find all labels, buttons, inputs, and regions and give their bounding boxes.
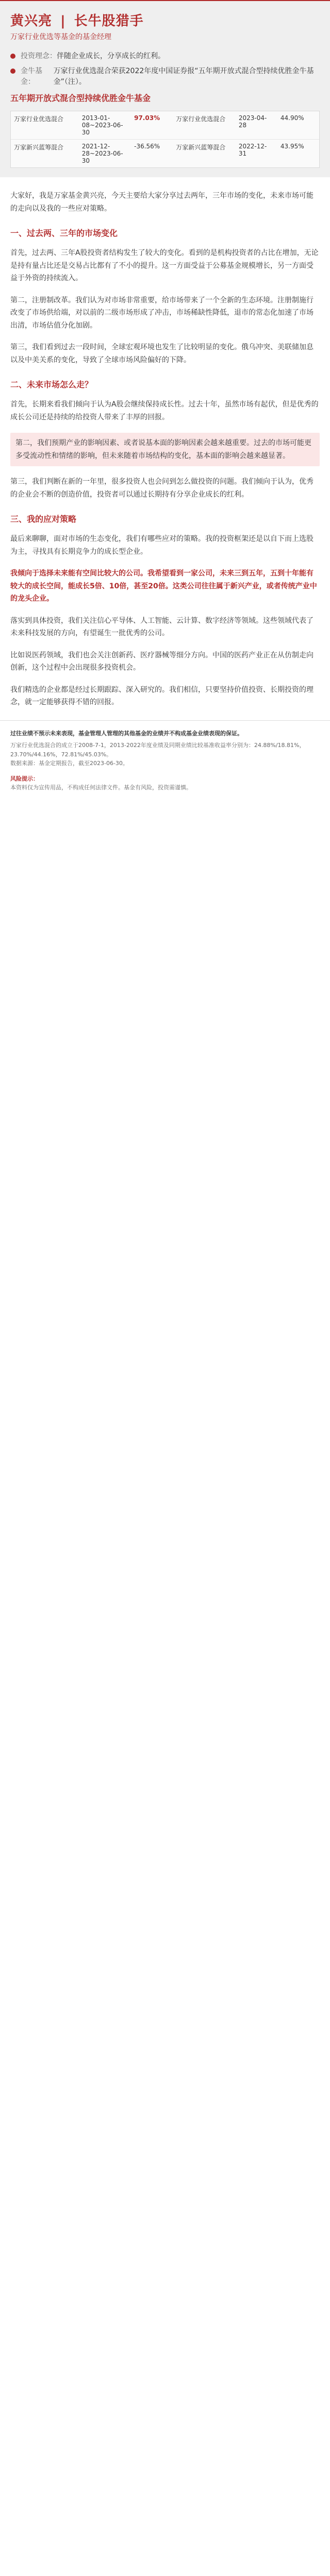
paragraph: 第三，我们判断在新的一年里，很多投资人也会问到怎么做投资的问题。我们倾向于认为，优秀的企业会不断的创造价值，投资者可以通过长期持有分享企业成长的红利。 <box>10 478 314 499</box>
title-separator: | <box>60 13 66 29</box>
manager-subtitle: 长牛股猎手 <box>74 13 144 29</box>
table-cell: 2013-01-08~2023-06-30 <box>81 114 123 136</box>
disclaimer-footer <box>0 720 330 803</box>
bullet-icon <box>10 54 15 59</box>
performance-table <box>10 111 320 168</box>
table-cell: 43.95% <box>280 143 304 150</box>
fund-award <box>10 66 320 88</box>
table-cell: -36.56% <box>134 143 160 150</box>
info-label: 金牛基金： <box>21 67 42 86</box>
award-highlight <box>10 92 320 104</box>
award-highlight-text: 五年期开放式混合型持续优胜金牛基金 <box>10 93 151 103</box>
table-cell: 97.03% <box>134 114 160 122</box>
table-cell: 44.90% <box>280 114 304 122</box>
highlight-paragraph: 第二，我们预期产业的影响因素、或者说基本面的影响因素会越来越重要。过去的市场可能更多受流动性和情绪的影响，但未来随着市场结构的变化，基本面的影响会越来越显著。 <box>10 433 320 466</box>
disclaimer-line: 万家行业优选混合的成立于2008-7-1，2013-2022年度业绩及同期业绩比较基准收益率分别为：24.88%/18.81%，23.70%/44.16%，72.81%/45.03%。 <box>10 742 305 758</box>
section-title: 一、过去两、三年的市场变化 <box>10 228 118 238</box>
investment-philosophy <box>10 51 320 62</box>
paragraph: 比如说医药领域，我们也会关注创新药、医疗器械等细分方向。中国的医药产业正在从仿制走向创新，这个过程中会出现很多投资机会。 <box>10 651 314 672</box>
table-cell: 万家行业优选混合 <box>176 115 226 123</box>
table-row <box>11 139 319 167</box>
info-label: 投资理念： <box>21 52 57 60</box>
manager-tagline: 万家行业优选等基金的基金经理 <box>10 33 111 41</box>
risk-text: 本资料仅为宣传用品，不构成任何法律文件。基金有风险，投资需谨慎。 <box>10 784 192 791</box>
paragraph: 首先，长期来看我们倾向于认为A股会继续保持成长性。过去十年，虽然市场有起伏，但是优秀的成长公司还是持续的给投资人带来了丰厚的回报。 <box>10 400 319 421</box>
risk-title: 风险提示： <box>10 775 39 782</box>
article-content <box>0 177 330 709</box>
table-cell: 万家新兴蓝筹混合 <box>176 144 226 151</box>
award-text: 万家行业优选混合荣获2022年度中国证券报“五年期开放式混合型持续优胜金牛基金”（注）。 <box>53 67 314 86</box>
manager-title <box>10 10 320 29</box>
section-title: 三、我的应对策略 <box>10 514 77 524</box>
manager-header <box>0 0 330 177</box>
manager-name: 黄兴亮 <box>10 13 53 29</box>
table-cell: 2022-12-31 <box>238 143 267 157</box>
table-cell: 2021-12-28~2023-06-30 <box>81 143 123 164</box>
info-value: 伴随企业成长，分享成长的红利。 <box>57 52 165 60</box>
paragraph: 第二，注册制改革。我们认为对市场非常重要，给市场带来了一个全新的生态环境。注册制施行改变了市场供给端，对以前的二级市场形成了冲击，市场稀缺性降低，退市的常态化加速了市场出清，市场估值分化加剧。 <box>10 296 314 330</box>
table-cell: 万家行业优选混合 <box>14 115 64 123</box>
paragraph: 落实到具体投资，我们关注信心平导体、人工智能、云计算、数字经济等领域。这些领域代表了未来科技发展的方向，有望诞生一批优秀的公司。 <box>10 616 314 637</box>
paragraph: 第三，我们看到过去一段时间，全球宏观环境也发生了比较明显的变化。俄乌冲突、美联储加息以及中美关系的变化，导致了全球市场风险偏好的下降。 <box>10 343 314 364</box>
table-row <box>11 111 319 139</box>
section-title: 二、未来市场怎么走？ <box>10 380 93 389</box>
highlight-paragraph: 我倾向于选择未来能有空间比较大的公司。我希望看到一家公司，未来三到五年，五到十年能有较大的成长空间，能成长5倍、10倍，甚至20倍。这类公司往往属于新兴产业，或者传统产业中的龙头企业。 <box>10 569 317 603</box>
paragraph: 大家好，我是万家基金黄兴亮，今天主要给大家分享过去两年，三年市场的变化，未来市场可能的走向以及我的一些应对策略。 <box>10 192 314 213</box>
disclaimer-line: 数据来源：基金定期报告，截至2023-06-30。 <box>10 760 128 767</box>
table-cell: 2023-04-28 <box>238 114 267 129</box>
table-cell: 万家新兴蓝筹混合 <box>14 144 64 151</box>
paragraph: 首先，过去两、三年A股投资者结构发生了较大的变化。看到的是机构投资者的占比在增加，无论是持有量占比还是交易占比都有了不小的提升。这一方面受益于公募基金规模增长，另一方面受益于外资的持续流入。 <box>10 249 319 282</box>
bullet-icon <box>10 69 15 74</box>
paragraph: 最后来聊聊，面对市场的生态变化，我们有哪些应对的策略。我的投资框架还是以自下而上选股为主，寻找具有长期竞争力的成长型企业。 <box>10 535 314 556</box>
disclaimer-title: 过往业绩不预示未来表现，基金管理人管理的其他基金的业绩并不构成基金业绩表现的保证。 <box>10 730 243 737</box>
paragraph: 我们精选的企业都是经过长期跟踪、深入研究的。我们相信，只要坚持价值投资、长期投资的理念，就一定能够获得不错的回报。 <box>10 685 314 706</box>
manager-info <box>10 51 320 104</box>
